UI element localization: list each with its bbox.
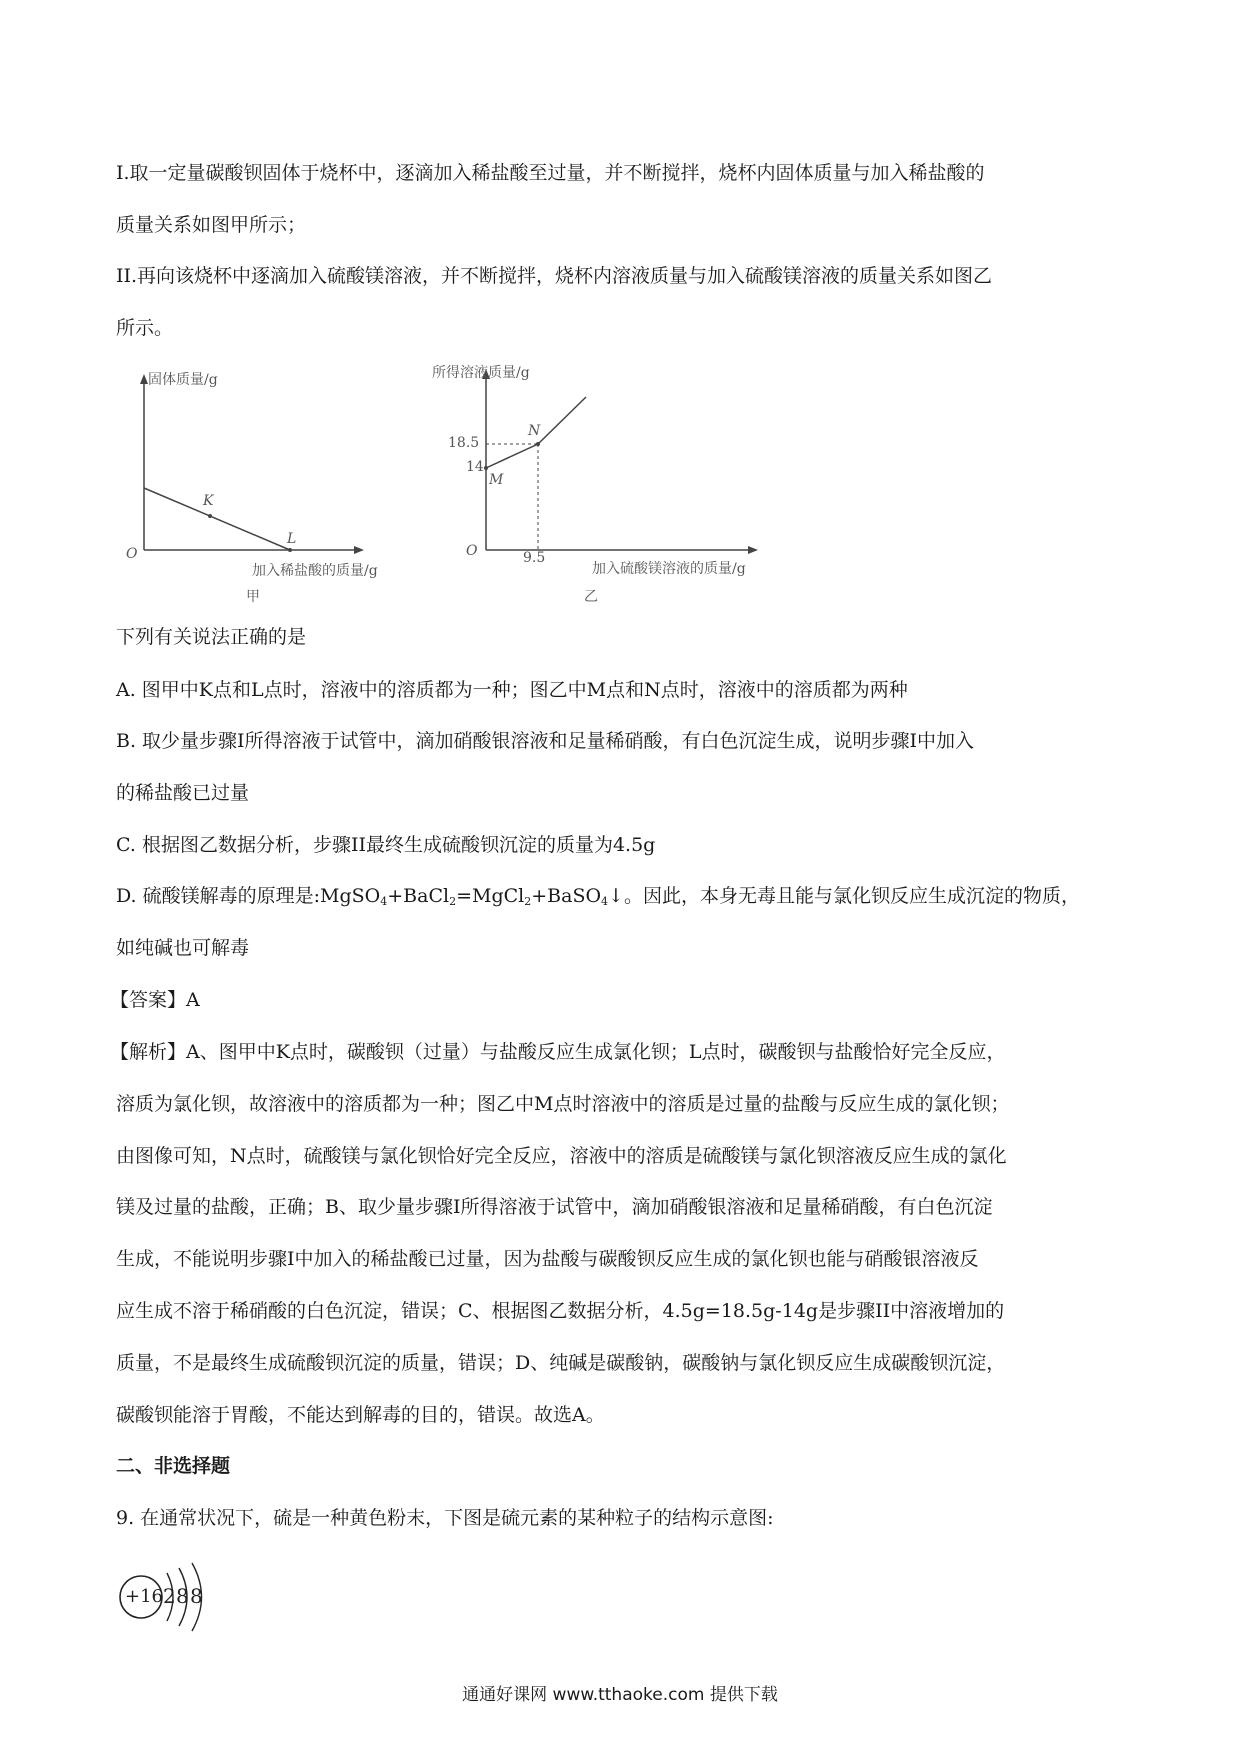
question-9: 9. 在通常状况下，硫是一种黄色粉末，下图是硫元素的某种粒子的结构示意图: <box>116 1507 774 1529</box>
option-d-text-3: =MgCl <box>456 885 525 907</box>
option-d-sub-1: 4 <box>380 895 388 908</box>
option-b-line1: B. 取少量步骤I所得溶液于试管中，滴加硝酸银溶液和足量稀硝酸，有白色沉淀生成，说明步骤I中加入 <box>116 730 975 752</box>
yi-tick-18-5: 18.5 <box>448 435 480 451</box>
figure-jia-graph <box>120 370 380 570</box>
question-prompt: 下列有关说法正确的是 <box>116 626 307 648</box>
option-d-sub-3: 2 <box>524 895 532 908</box>
shell-2-electrons: 8 <box>176 1584 189 1608</box>
option-d-line2: 如纯碱也可解毒 <box>116 937 250 959</box>
yi-y-label: 所得溶液质量/g <box>432 365 530 381</box>
jia-point-l-marker <box>288 548 292 552</box>
analysis-line-2: 溶质为氯化钡，故溶液中的溶质都为一种；图乙中M点时溶液中的溶质是过量的盐酸与反应生成的氯化钡； <box>116 1093 1010 1115</box>
option-d-text-5: ↓。因此，本身无毒且能与氯化钡反应生成沉淀的物质， <box>608 885 1080 907</box>
analysis-line-6: 应生成不溶于稀硝酸的白色沉淀，错误；C、根据图乙数据分析，4.5g=18.5g-14g是步骤II中溶液增加的 <box>116 1300 1005 1322</box>
yi-x-arrow <box>748 546 758 554</box>
answer: 【答案】A <box>110 989 200 1011</box>
step2-line2: 所示。 <box>116 317 174 339</box>
analysis-line-5: 生成，不能说明步骤I中加入的稀盐酸已过量，因为盐酸与碳酸钡反应生成的氯化钡也能与硝酸银溶液反 <box>116 1248 979 1270</box>
yi-tick-14: 14 <box>466 459 484 475</box>
jia-x-arrow <box>354 546 364 554</box>
jia-point-l-label: L <box>287 531 297 547</box>
analysis-line-1: 【解析】A、图甲中K点时，碳酸钡（过量）与盐酸反应生成氯化钡；L点时，碳酸钡与盐酸恰好完全反应， <box>110 1041 1006 1063</box>
jia-point-k-marker <box>208 514 212 518</box>
analysis-line-8: 碳酸钡能溶于胃酸，不能达到解毒的目的，错误。故选A。 <box>116 1404 605 1426</box>
jia-caption: 甲 <box>246 589 260 605</box>
shell-1-electrons: 2 <box>163 1584 176 1608</box>
yi-origin-label: O <box>466 543 478 559</box>
step1-line1: I.取一定量碳酸钡固体于烧杯中，逐滴加入稀盐酸至过量，并不断搅拌，烧杯内固体质量与加入稀盐酸的 <box>116 162 985 184</box>
option-d-text-4: +BaSO <box>531 885 602 907</box>
yi-point-m-label: M <box>489 472 504 488</box>
jia-y-arrow <box>140 374 148 384</box>
option-d-text-2: +BaCl <box>387 885 450 907</box>
option-c: C. 根据图乙数据分析，步骤II最终生成硫酸钡沉淀的质量为4.5g <box>116 834 656 856</box>
figure-yi-graph <box>470 365 770 570</box>
yi-caption: 乙 <box>584 589 598 605</box>
option-a: A. 图甲中K点和L点时，溶液中的溶质都为一种；图乙中M点和N点时，溶液中的溶质都为两种 <box>116 679 908 701</box>
yi-point-n-marker <box>536 442 540 446</box>
step1-line2: 质量关系如图甲所示； <box>116 214 307 236</box>
jia-data-line <box>144 488 290 550</box>
jia-x-label: 加入稀盐酸的质量/g <box>252 563 378 579</box>
jia-origin-label: O <box>126 546 138 562</box>
step2-line1: II.再向该烧杯中逐滴加入硫酸镁溶液，并不断搅拌，烧杯内溶液质量与加入硫酸镁溶液的质量关系如图乙 <box>116 265 993 287</box>
section-title: 二、非选择题 <box>116 1455 231 1477</box>
option-d-sub-4: 4 <box>601 895 609 908</box>
analysis-line-4: 镁及过量的盐酸，正确；B、取少量步骤I所得溶液于试管中，滴加硝酸银溶液和足量稀硝酸，有白色沉淀 <box>116 1196 993 1218</box>
yi-point-n-label: N <box>528 423 541 439</box>
analysis-line-7: 质量，不是最终生成硫酸钡沉淀的质量，错误；D、纯碱是碳酸钠，碳酸钠与氯化钡反应生成碳酸钡沉淀， <box>116 1352 1006 1374</box>
shell-3-electrons: 8 <box>190 1584 203 1608</box>
yi-point-m-marker <box>484 466 488 470</box>
analysis-line-3: 由图像可知，N点时，硫酸镁与氯化钡恰好完全反应，溶液中的溶质是硫酸镁与氯化钡溶液反应生成的氯化 <box>116 1145 1007 1167</box>
footer-source: 通通好课网 www.tthaoke.com 提供下载 <box>462 1685 778 1705</box>
yi-tick-9-5: 9.5 <box>523 550 546 566</box>
nucleus-charge: +16 <box>125 1586 163 1607</box>
option-d-sub-2: 2 <box>449 895 457 908</box>
jia-y-label: 固体质量/g <box>148 372 218 388</box>
option-d-text-1: D. 硫酸镁解毒的原理是:MgSO <box>116 885 381 907</box>
option-d-line1 <box>116 883 1080 909</box>
yi-x-label: 加入硫酸镁溶液的质量/g <box>592 561 746 577</box>
option-b-line2: 的稀盐酸已过量 <box>116 782 250 804</box>
jia-point-k-label: K <box>203 493 214 509</box>
